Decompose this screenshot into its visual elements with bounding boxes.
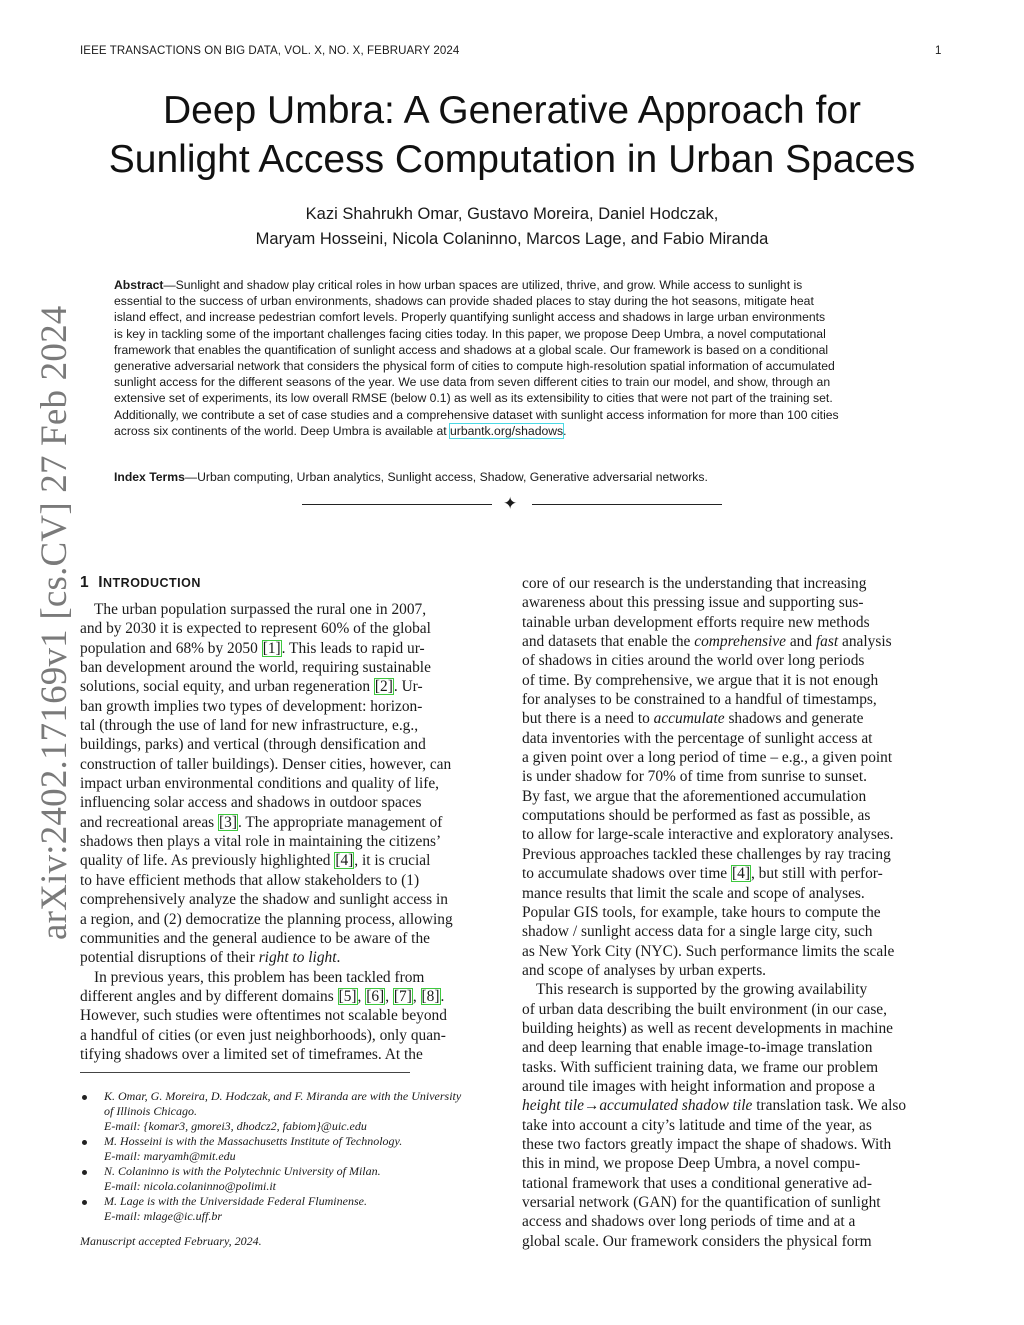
footnote-email: E-mail: {komar3, gmorei3, dhodcz2, fabiom}@uic.edu: [104, 1119, 367, 1133]
separator-rule: [302, 504, 492, 505]
abstract-line: island effect, and increase pedestrian comfort levels. Properly quantifying sunlight access and shadows in large urban environments: [114, 310, 826, 325]
body-text: potential disruptions of their: [80, 949, 259, 967]
body-text: population and 68% by 2050: [80, 639, 262, 657]
body-line: construction of taller buildings). Denser cities, however, can: [80, 755, 452, 773]
abstract: [114, 277, 910, 439]
abstract-line: Additionally, we contribute a set of case studies and a comprehensive dataset with sunlight access information for more than 100 cities: [114, 407, 839, 422]
body-line: building heights) as well as recent developments in machine: [522, 1019, 893, 1037]
body-line: [80, 851, 502, 870]
body-line: is under shadow for 70% of time from sunrise to sunset.: [522, 768, 867, 786]
body-line: this in mind, we propose Deep Umbra, a novel compu-: [522, 1155, 861, 1173]
body-line: This research is supported by the growing availability: [536, 981, 868, 999]
body-text: to accumulate shadows over time: [522, 865, 731, 883]
body-line: tifying shadows over a limited set of timeframes. At the: [80, 1045, 423, 1063]
citation-link[interactable]: [5]: [338, 987, 357, 1005]
abstract-line: [114, 423, 910, 439]
body-line: for analyses to be constrained to a handful of timestamps,: [522, 691, 877, 709]
body-line: data inventories with the percentage of sunlight access at: [522, 729, 873, 747]
abstract-text: —Sunlight and shadow play critical roles in how urban spaces are utilized, thrive, and grow. While access to sunlight is: [163, 278, 803, 292]
footnote-item: [80, 1134, 510, 1164]
body-line: versarial network (GAN) for the quantification of sunlight: [522, 1194, 881, 1211]
bullet-icon: [82, 1095, 87, 1100]
body-line: However, such studies were oftentimes not scalable beyond: [80, 1007, 447, 1025]
paper-title: [60, 86, 964, 184]
body-line: [80, 948, 502, 967]
body-line: access and shadows over long periods of time and at a: [522, 1213, 856, 1231]
body-line: [522, 632, 944, 651]
footnote-line: M. Hosseini is with the Massachusetts Institute of Technology.: [104, 1134, 403, 1148]
footnote-item: [80, 1164, 510, 1194]
body-line: impact urban environmental conditions and quality of life,: [80, 775, 440, 793]
journal-header: IEEE TRANSACTIONS ON BIG DATA, VOL. X, NO. X, FEBRUARY 2024: [80, 45, 460, 57]
body-line: buildings, parks) and vertical (through densification and: [80, 736, 426, 754]
body-line: to allow for large-scale interactive and exploratory analyses.: [522, 826, 894, 844]
abstract-line: generative adversarial network that considers the physical form of cities to compute high-resolution spatial information of accumulated: [114, 359, 835, 374]
body-text: , but still with perfor-: [750, 865, 883, 883]
body-text: and datasets that enable the: [522, 633, 695, 651]
bullet-icon: [82, 1140, 87, 1145]
body-line: as New York City (NYC). Such performance limits the scale: [522, 942, 895, 960]
abstract-line: framework that enables the quantification of sunlight access and shadows at a global scale. Our framework is based on a conditional: [114, 342, 829, 357]
body-text: .: [336, 949, 341, 967]
body-emphasis: height tile→accumulated shadow tile: [522, 1097, 753, 1115]
body-line: around tile images with height information and propose a: [522, 1077, 876, 1095]
citation-link[interactable]: [4]: [335, 852, 354, 870]
body-text: ,: [412, 987, 421, 1005]
section-separator: [302, 494, 722, 513]
arxiv-stamp: arXiv:2402.17169v1 [cs.CV] 27 Feb 2024: [34, 305, 75, 940]
body-line: to have efficient methods that allow stakeholders to (1): [80, 871, 420, 889]
body-line: tal (through the use of land for new infrastructure, e.g.,: [80, 717, 419, 735]
footnote-line: M. Lage is with the Universidade Federal Fluminense.: [104, 1194, 367, 1208]
body-line: communities and the general audience to be aware of the: [80, 929, 430, 947]
body-text: and: [785, 633, 816, 651]
abstract-text: .: [563, 423, 567, 438]
body-text: and recreational areas: [80, 813, 218, 831]
body-line: [80, 987, 502, 1006]
body-line: a region, and (2) democratize the planning process, allowing: [80, 910, 453, 928]
manuscript-note: Manuscript accepted February, 2024.: [80, 1234, 262, 1248]
body-line: In previous years, this problem has been tackled from: [94, 968, 425, 986]
bullet-icon: [82, 1170, 87, 1175]
separator-rule: [532, 504, 722, 505]
body-text: , it is crucial: [354, 852, 431, 870]
body-text: different angles and by different domains: [80, 987, 338, 1005]
body-line: shadows then plays a vital role in maintaining the citizens’: [80, 833, 442, 851]
body-line: a given point over a long period of time – e.g., a given point: [522, 749, 893, 767]
citation-link[interactable]: [1]: [262, 639, 281, 657]
body-text: ,: [357, 987, 366, 1005]
body-text: quality of life. As previously highlighted: [80, 852, 335, 870]
index-terms-text: —Urban computing, Urban analytics, Sunlight access, Shadow, Generative adversarial networks.: [184, 470, 708, 484]
body-line: and by 2030 it is expected to represent 60% of the global: [80, 620, 431, 638]
body-text: translation task. We also: [752, 1097, 907, 1115]
footnote-email: E-mail: maryamh@mit.edu: [104, 1149, 236, 1163]
citation-link[interactable]: [2]: [374, 678, 393, 696]
index-terms-label: Index Terms: [114, 470, 185, 484]
body-text: . Ur-: [393, 678, 423, 696]
body-line: awareness about this pressing issue and supporting sus-: [522, 594, 864, 612]
body-line: tasks. With sufficient training data, we frame our problem: [522, 1058, 879, 1076]
body-line: ban growth implies two types of development: horizon-: [80, 697, 423, 715]
body-text: .: [440, 987, 445, 1005]
citation-link[interactable]: [4]: [732, 865, 750, 883]
footnote-rule: [80, 1072, 410, 1073]
body-emphasis: fast: [815, 633, 839, 651]
citation-link[interactable]: [6]: [366, 987, 385, 1005]
body-line: Popular GIS tools, for example, take hours to compute the: [522, 903, 881, 921]
citation-link[interactable]: [8]: [421, 987, 440, 1005]
section-heading: [80, 574, 201, 592]
section-number: 1: [80, 574, 90, 591]
body-line: influencing solar access and shadows in outdoor spaces: [80, 794, 422, 812]
abstract-line: is key in tackling some of the important challenges facing cities today. In this paper, we propose Deep Umbra, a novel computational: [114, 326, 826, 341]
body-line: shadow / sunlight access data for a single large city, such: [522, 923, 873, 941]
citation-link[interactable]: [3]: [219, 813, 237, 831]
body-line: By fast, we argue that the aforementioned accumulation: [522, 787, 867, 805]
abstract-line: [114, 277, 910, 293]
index-terms: [114, 470, 708, 484]
body-line: of urban data describing the built environment (in our case,: [522, 1000, 887, 1018]
body-line: and scope of analyses by urban experts.: [522, 961, 767, 979]
body-emphasis: accumulate: [653, 710, 725, 728]
separator-glyph: ✦: [503, 494, 518, 513]
body-line: The urban population surpassed the rural one in 2007,: [94, 601, 427, 618]
body-line: [522, 709, 944, 728]
body-line: ban development around the world, requiring sustainable: [80, 659, 431, 677]
body-line: tational framework that uses a conditional generative ad-: [522, 1174, 873, 1192]
body-line: tainable urban development efforts require new methods: [522, 613, 870, 631]
title-line: Sunlight Access Computation in Urban Spaces: [108, 138, 916, 181]
footnote-line: N. Colaninno is with the Polytechnic University of Milan.: [104, 1164, 381, 1178]
body-line: and deep learning that enable image-to-image translation: [522, 1039, 873, 1057]
body-line: core of our research is the understanding that increasing: [522, 575, 867, 592]
title-line: Deep Umbra: A Generative Approach for: [162, 89, 862, 132]
author-list: [60, 202, 964, 252]
right-column: [522, 574, 944, 1251]
body-line: comprehensively analyze the shadow and sunlight access in: [80, 891, 448, 909]
footnote-line: K. Omar, G. Moreira, D. Hodczak, and F. Miranda are with the University: [104, 1089, 462, 1103]
body-line: [80, 639, 502, 658]
body-line: mance results that limit the scale and scope of analyses.: [522, 884, 865, 902]
body-text: ,: [385, 987, 393, 1005]
body-text: . This leads to rapid ur-: [281, 639, 425, 657]
abstract-label: Abstract: [114, 278, 164, 292]
page-number: 1: [935, 45, 942, 57]
body-line: of shadows in cities around the world over long periods: [522, 652, 865, 670]
body-text: analysis: [838, 633, 892, 651]
bullet-icon: [82, 1200, 87, 1205]
abstract-line: extensive set of experiments, its low overall RMSE (below 0.1) as well as its extensibility to cities that were not part of the training set.: [114, 391, 833, 406]
body-line: computations should be performed as fast as possible, as: [522, 807, 871, 825]
section-title-rest: NTRODUCTION: [103, 576, 201, 590]
body-line: these two factors greatly impact the shape of shadows. With: [522, 1135, 892, 1153]
body-line: [522, 1096, 944, 1115]
citation-link[interactable]: [7]: [393, 987, 412, 1005]
body-emphasis: comprehensive: [694, 633, 786, 651]
section-title-initial: I: [98, 574, 103, 591]
abstract-line: essential to the success of urban environments, shadows can provide shaded places to stay during the hot seasons, mitigate heat: [114, 294, 814, 309]
body-text: but there is a need to: [522, 710, 654, 728]
body-line: a handful of cities (or even just neighborhoods), only quan-: [80, 1026, 446, 1044]
body-text: . The appropriate management of: [237, 813, 443, 831]
footnote-email: E-mail: mlage@ic.uff.br: [104, 1209, 223, 1223]
body-line: Previous approaches tackled these challenges by ray tracing: [522, 845, 891, 863]
body-line: [522, 864, 944, 883]
body-line: global scale. Our framework considers the physical form: [522, 1232, 872, 1250]
body-line: of time. By comprehensive, we argue that it is not enough: [522, 671, 879, 689]
footnote-email: E-mail: nicola.colaninno@polimi.it: [104, 1179, 277, 1193]
body-emphasis: right to light: [258, 949, 337, 967]
footnote-item: [80, 1194, 510, 1224]
footnote-line: of Illinois Chicago.: [104, 1104, 197, 1118]
body-line: take into account a city’s latitude and time of the year, as: [522, 1116, 872, 1134]
author-line: Maryam Hosseini, Nicola Colaninno, Marcos Lage, and Fabio Miranda: [255, 230, 769, 248]
abstract-line: sunlight access for the different seasons of the year. We use data from seven different cities to train our model, and show, through an: [114, 375, 831, 390]
author-line: Kazi Shahrukh Omar, Gustavo Moreira, Daniel Hodczak,: [305, 205, 719, 223]
body-text: solutions, social equity, and urban regeneration: [80, 678, 374, 696]
project-link[interactable]: urbantk.org/shadows: [450, 423, 564, 438]
body-line: [80, 813, 502, 832]
footnote-item: [80, 1089, 510, 1134]
abstract-text: across six continents of the world. Deep Umbra is available at: [114, 423, 450, 438]
affiliation-footnotes: [80, 1089, 510, 1224]
body-line: [80, 677, 502, 696]
body-text: shadows and generate: [724, 710, 864, 728]
left-column: [80, 600, 502, 1064]
